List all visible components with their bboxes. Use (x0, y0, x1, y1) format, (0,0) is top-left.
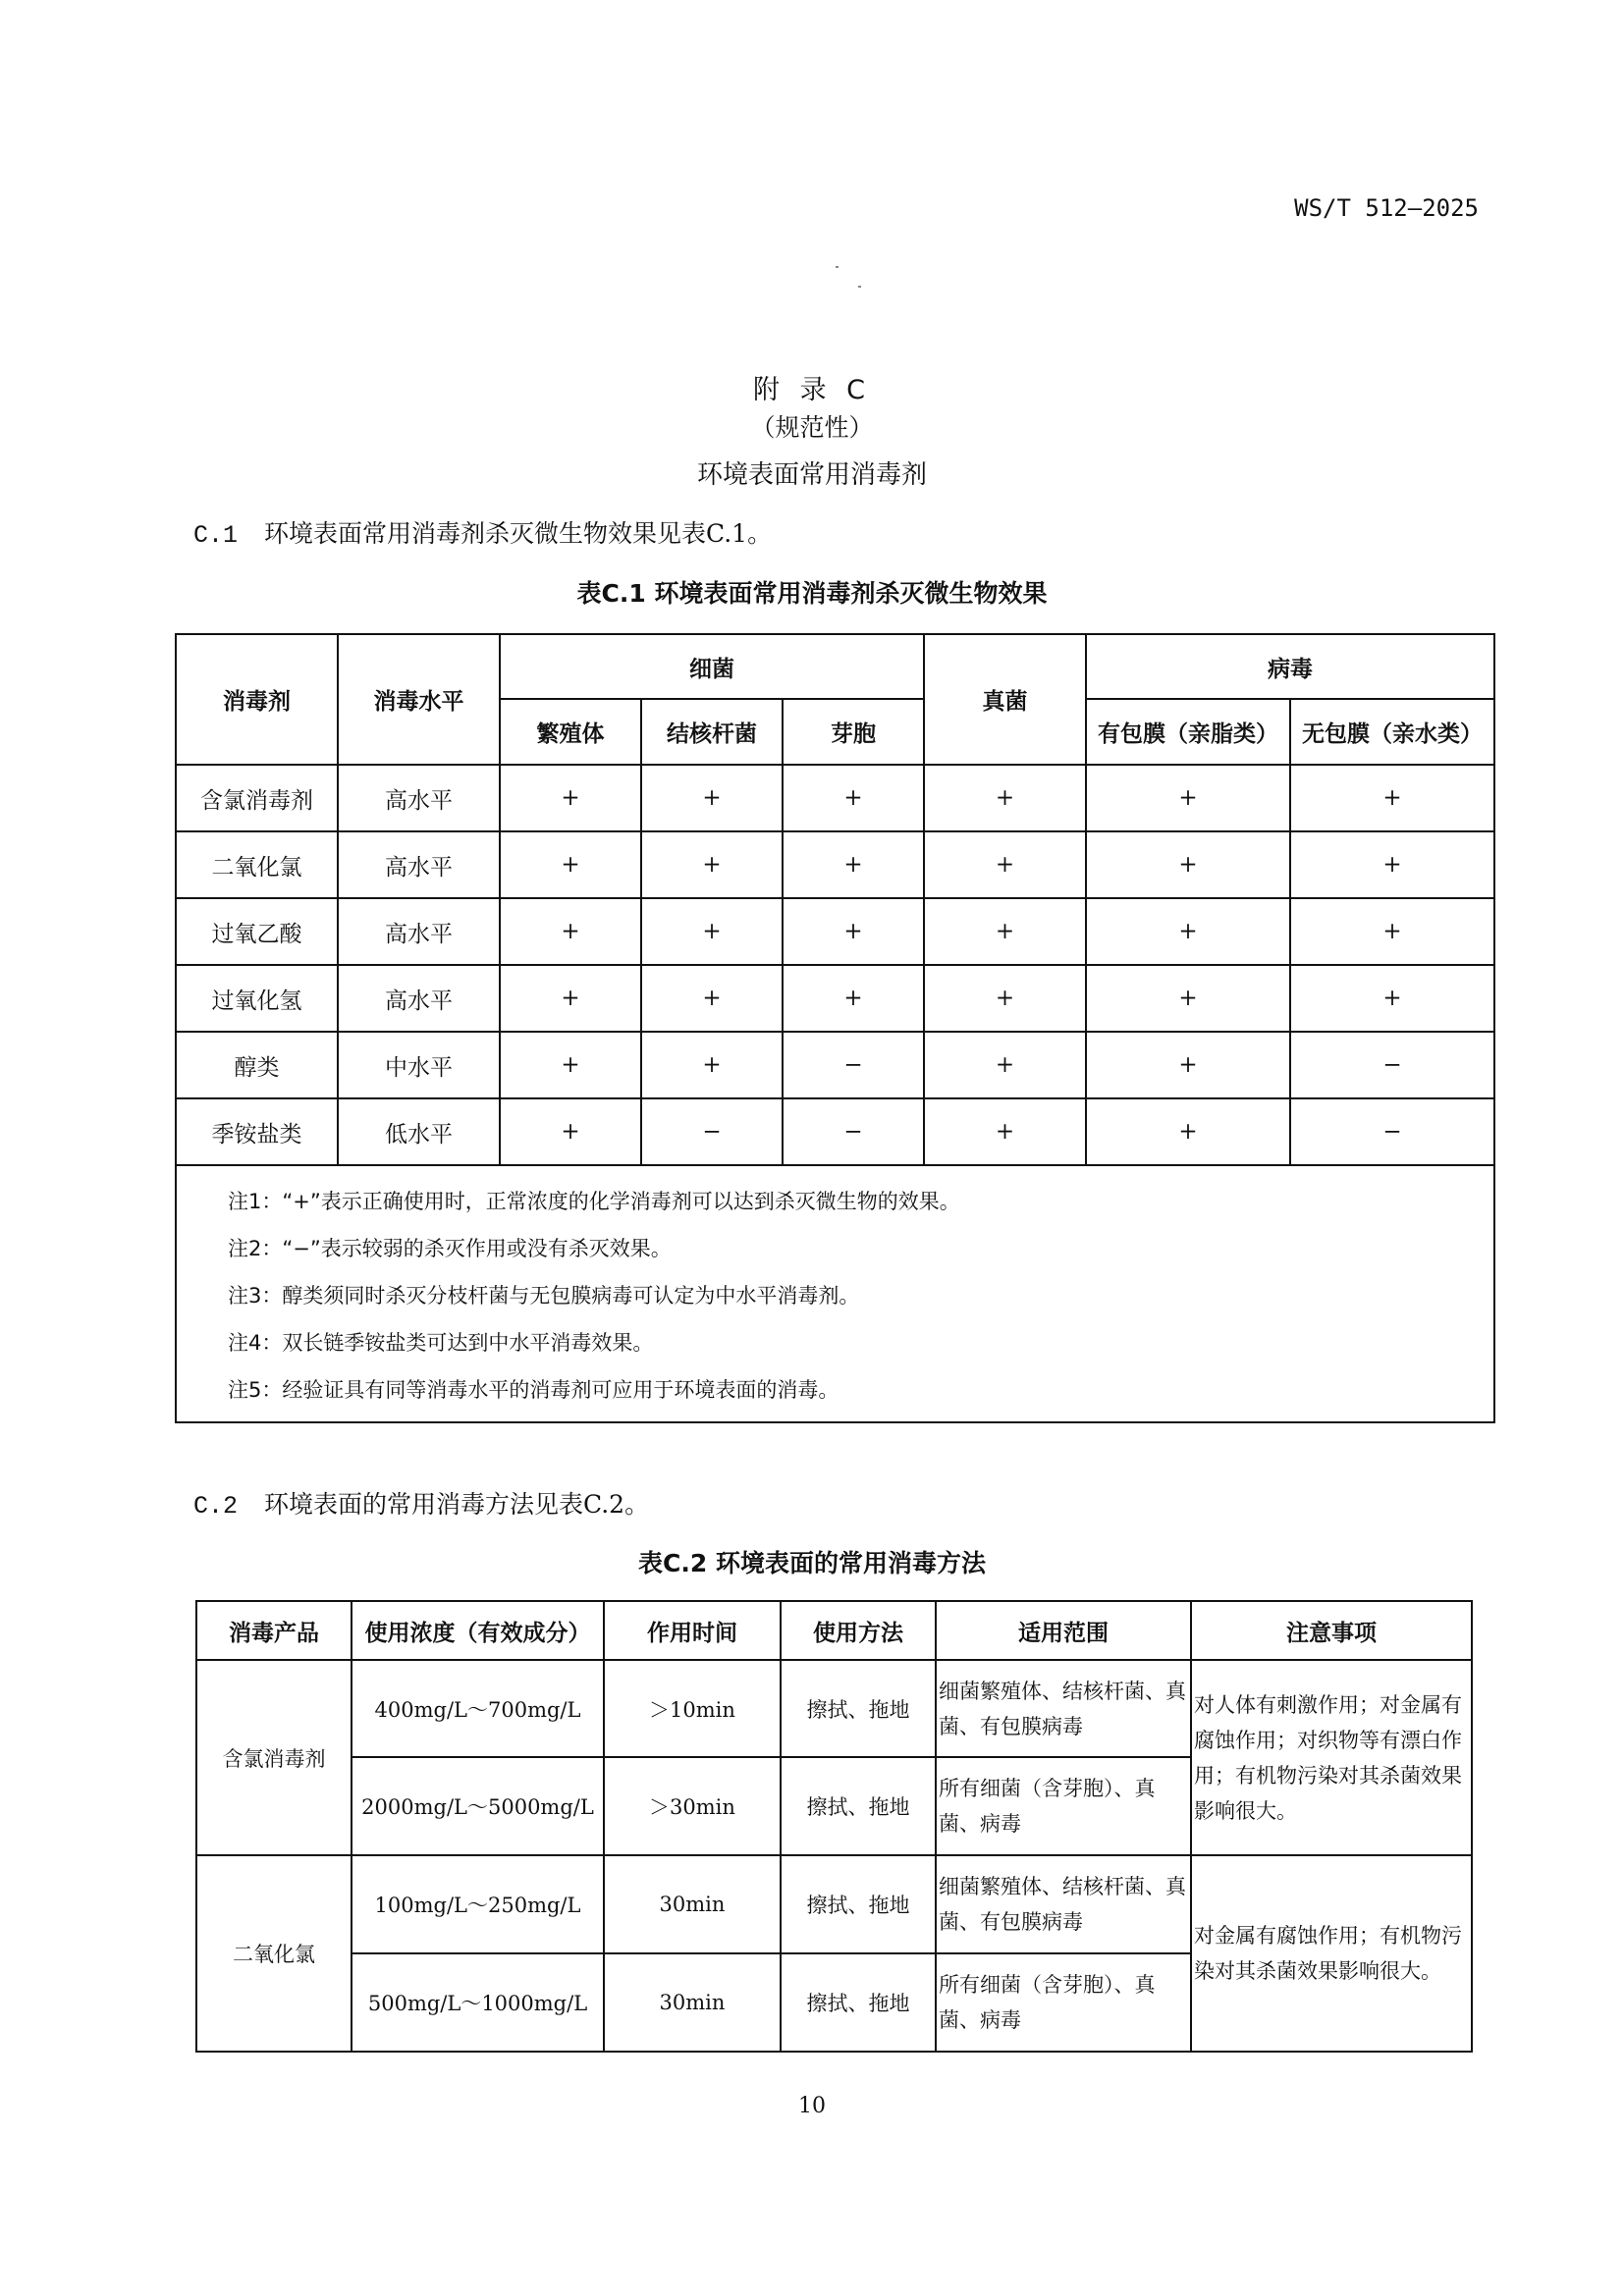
header-product: 消毒产品 (196, 1601, 352, 1660)
header-bacteria: 细菌 (500, 634, 924, 699)
effect-cell: + (1086, 898, 1290, 965)
concentration: 100mg/L～250mg/L (352, 1855, 604, 1953)
clause-text: 环境表面的常用消毒方法见表C.2。 (264, 1490, 650, 1519)
appendix-type: （规范性） (750, 413, 874, 442)
disinfection-level: 高水平 (338, 898, 500, 965)
page-number: 10 (798, 2094, 826, 2118)
disinfection-level: 高水平 (338, 765, 500, 831)
effect-cell: + (924, 1032, 1086, 1098)
effect-cell: − (641, 1098, 783, 1165)
effect-cell: + (500, 965, 641, 1032)
table-notes (176, 1165, 1494, 1422)
scan-speck (858, 286, 861, 288)
effect-cell: + (1086, 1098, 1290, 1165)
table-note: 注4：双长链季铵盐类可达到中水平消毒效果。 (228, 1331, 654, 1355)
effect-cell: − (783, 1098, 924, 1165)
header-scope: 适用范围 (936, 1601, 1191, 1660)
action-time: ＞30min (604, 1757, 781, 1855)
disinfectant-name: 醇类 (176, 1032, 338, 1098)
product-name: 二氧化氯 (196, 1855, 352, 2052)
effect-cell: + (500, 765, 641, 831)
header-time: 作用时间 (604, 1601, 781, 1660)
effect-cell: + (1290, 765, 1494, 831)
disinfection-level: 高水平 (338, 965, 500, 1032)
clause-c1 (193, 514, 772, 550)
disinfectant-name: 二氧化氯 (176, 831, 338, 898)
table-c2 (195, 1600, 1473, 2053)
table-c2-caption: 表C.2 环境表面的常用消毒方法 (638, 1549, 986, 1577)
disinfectant-name: 含氯消毒剂 (176, 765, 338, 831)
clause-text: 环境表面常用消毒剂杀灭微生物效果见表C.1。 (264, 519, 773, 548)
table-note: 注5：经验证具有同等消毒水平的消毒剂可应用于环境表面的消毒。 (228, 1378, 839, 1402)
disinfection-level: 中水平 (338, 1032, 500, 1098)
table-row (176, 1032, 1494, 1098)
effect-cell: + (924, 831, 1086, 898)
product-name: 含氯消毒剂 (196, 1660, 352, 1855)
disinfectant-name: 过氧化氢 (176, 965, 338, 1032)
use-method: 擦拭、拖地 (781, 1953, 936, 2052)
header-concentration: 使用浓度（有效成分） (352, 1601, 604, 1660)
appendix-label: 附 录 C (752, 375, 872, 405)
effect-cell: + (1290, 965, 1494, 1032)
effect-cell: + (783, 831, 924, 898)
clause-number: C.2 (193, 1492, 239, 1521)
effect-cell: + (783, 898, 924, 965)
table-row (176, 1098, 1494, 1165)
action-time: 30min (604, 1855, 781, 1953)
action-time: 30min (604, 1953, 781, 2052)
header-non-enveloped: 无包膜（亲水类） (1290, 699, 1494, 765)
effect-cell: − (1290, 1098, 1494, 1165)
header-notes: 注意事项 (1191, 1601, 1472, 1660)
table-row (176, 765, 1494, 831)
precautions: 对人体有刺激作用；对金属有腐蚀作用；对织物等有漂白作用；有机物污染对其杀菌效果影响很大。 (1191, 1660, 1472, 1855)
clause-number: C.1 (193, 521, 239, 550)
effect-cell: + (641, 965, 783, 1032)
header-method: 使用方法 (781, 1601, 936, 1660)
effect-cell: + (641, 831, 783, 898)
standard-code: WS/T 512—2025 (1294, 194, 1479, 222)
action-time: ＞10min (604, 1660, 781, 1757)
effect-cell: + (1290, 831, 1494, 898)
table-row (176, 898, 1494, 965)
header-fungi: 真菌 (924, 634, 1086, 765)
use-method: 擦拭、拖地 (781, 1757, 936, 1855)
scan-speck (836, 266, 839, 268)
effect-cell: + (1290, 898, 1494, 965)
applicable-scope: 细菌繁殖体、结核杆菌、真菌、有包膜病毒 (936, 1660, 1191, 1757)
header-disinfectant: 消毒剂 (176, 634, 338, 765)
table-note: 注3：醇类须同时杀灭分枝杆菌与无包膜病毒可认定为中水平消毒剂。 (228, 1284, 860, 1308)
appendix-title: 环境表面常用消毒剂 (696, 460, 927, 490)
table-c1 (175, 633, 1495, 1423)
effect-cell: + (1086, 1032, 1290, 1098)
effect-cell: + (500, 831, 641, 898)
effect-cell: + (500, 898, 641, 965)
use-method: 擦拭、拖地 (781, 1660, 936, 1757)
effect-cell: + (783, 765, 924, 831)
table-c1-caption: 表C.1 环境表面常用消毒剂杀灭微生物效果 (576, 579, 1048, 608)
header-mycobacterium: 结核杆菌 (641, 699, 783, 765)
use-method: 擦拭、拖地 (781, 1855, 936, 1953)
table-row (176, 831, 1494, 898)
header-vegetative: 繁殖体 (500, 699, 641, 765)
table-row (196, 1660, 1472, 1757)
effect-cell: + (1086, 765, 1290, 831)
applicable-scope: 所有细菌（含芽胞）、真菌、病毒 (936, 1953, 1191, 2052)
header-enveloped: 有包膜（亲脂类） (1086, 699, 1290, 765)
disinfectant-name: 季铵盐类 (176, 1098, 338, 1165)
table-row (196, 1855, 1472, 1953)
effect-cell: + (924, 765, 1086, 831)
disinfection-level: 高水平 (338, 831, 500, 898)
effect-cell: + (924, 1098, 1086, 1165)
concentration: 2000mg/L～5000mg/L (352, 1757, 604, 1855)
header-spore: 芽胞 (783, 699, 924, 765)
effect-cell: + (1086, 831, 1290, 898)
effect-cell: + (500, 1032, 641, 1098)
disinfection-level: 低水平 (338, 1098, 500, 1165)
applicable-scope: 所有细菌（含芽胞）、真菌、病毒 (936, 1757, 1191, 1855)
concentration: 400mg/L～700mg/L (352, 1660, 604, 1757)
effect-cell: + (641, 1032, 783, 1098)
header-virus: 病毒 (1086, 634, 1494, 699)
effect-cell: − (1290, 1032, 1494, 1098)
disinfectant-name: 过氧乙酸 (176, 898, 338, 965)
header-level: 消毒水平 (338, 634, 500, 765)
effect-cell: + (500, 1098, 641, 1165)
precautions: 对金属有腐蚀作用；有机物污染对其杀菌效果影响很大。 (1191, 1855, 1472, 2052)
applicable-scope: 细菌繁殖体、结核杆菌、真菌、有包膜病毒 (936, 1855, 1191, 1953)
effect-cell: + (924, 965, 1086, 1032)
concentration: 500mg/L～1000mg/L (352, 1953, 604, 2052)
table-note: 注1：“+”表示正确使用时，正常浓度的化学消毒剂可以达到杀灭微生物的效果。 (228, 1190, 960, 1213)
table-row (176, 965, 1494, 1032)
effect-cell: + (1086, 965, 1290, 1032)
effect-cell: + (924, 898, 1086, 965)
effect-cell: + (641, 765, 783, 831)
effect-cell: + (641, 898, 783, 965)
effect-cell: − (783, 1032, 924, 1098)
effect-cell: + (783, 965, 924, 1032)
clause-c2 (193, 1485, 649, 1521)
table-note: 注2：“−”表示较弱的杀灭作用或没有杀灭效果。 (228, 1237, 672, 1260)
